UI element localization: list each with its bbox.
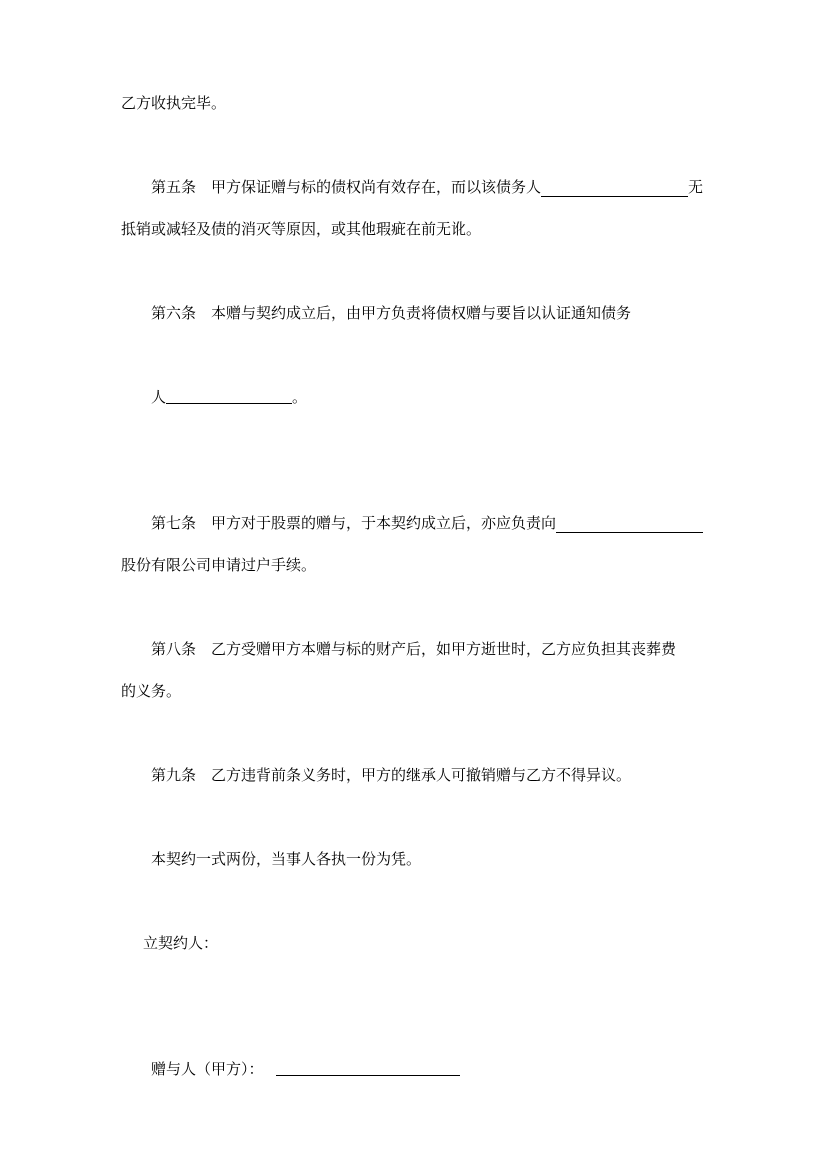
paragraph-donor-signature (121, 1007, 703, 1133)
article8-line2: 的义务。 (121, 684, 182, 700)
blank-debtor-name-field[interactable] (541, 196, 688, 197)
paragraph-carryover (121, 83, 703, 125)
article6-line2 (121, 335, 703, 461)
blank-company-name-field[interactable] (556, 532, 703, 533)
article5-line1-end: 无 (687, 180, 703, 196)
blank-notified-debtor-field[interactable] (166, 403, 292, 404)
article6-line1: 第六条 本赠与契约成立后，由甲方负责将债权赠与要旨以认证通知债务 (151, 306, 632, 322)
article9-text: 第九条 乙方违背前条义务时，甲方的继承人可撤销赠与乙方不得异议。 (151, 768, 632, 784)
article8-line1: 第八条 乙方受赠甲方本赠与标的财产后，如甲方逝世时，乙方应负担其丧葬费 (151, 642, 677, 658)
article5-line1 (121, 167, 703, 209)
closing-text: 本契约一式两份，当事人各执一份为凭。 (151, 852, 422, 868)
donor-label: 赠与人（甲方）： (151, 1062, 264, 1078)
contract-body (121, 83, 703, 1175)
article6-line2-post: 。 (292, 390, 308, 406)
article7-line1-text: 第七条 甲方对于股票的赠与，于本契约成立后，亦应负责向 (151, 516, 557, 532)
paragraph-article-7 (121, 503, 703, 587)
blank-donor-signature-field[interactable] (276, 1075, 460, 1076)
paragraph-closing (121, 839, 703, 881)
article7-line2: 股份有限公司申请过户手续。 (121, 558, 317, 574)
paragraph-signatories-heading (121, 923, 703, 965)
signatories-heading: 立契约人： (143, 936, 219, 952)
paragraph-article-8 (121, 629, 703, 713)
article6-line2-pre: 人 (151, 390, 167, 406)
carryover-text: 乙方收执完毕。 (121, 96, 227, 112)
paragraph-article-6 (121, 293, 703, 461)
donor-signature-line (121, 1007, 703, 1133)
paragraph-article-9 (121, 755, 703, 797)
article5-line2: 抵销或减轻及债的消灭等原因，或其他瑕疵在前无讹。 (121, 222, 482, 238)
article5-line1-text: 第五条 甲方保证赠与标的债权尚有效存在，而以该债务人 (151, 180, 542, 196)
article7-line1 (121, 503, 703, 545)
paragraph-article-5 (121, 167, 703, 251)
